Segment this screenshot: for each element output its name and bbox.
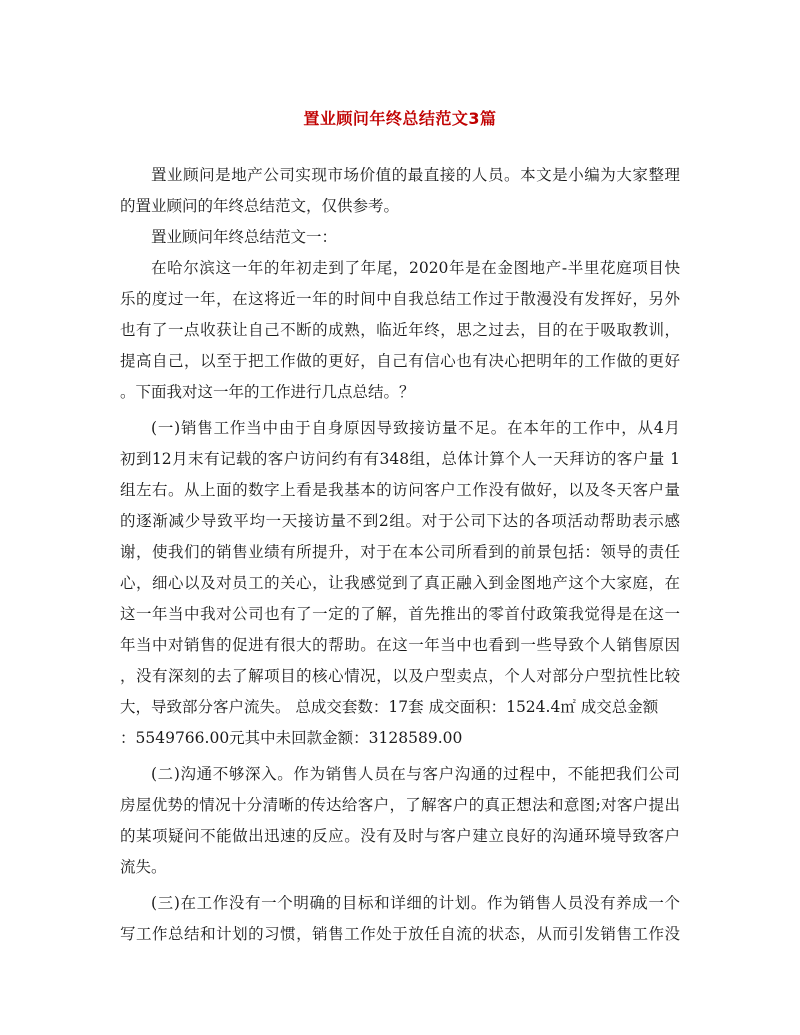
paragraph-line: 也有了一点收获让自己不断的成熟，临近年终，思之过去，目的在于吸取教训， xyxy=(120,321,680,339)
paragraph-line: 谢，使我们的销售业绩有所提升，对于在本公司所看到的前景包括：领导的责任 xyxy=(120,543,680,561)
paragraph-line: 年当中对销售的促进有很大的帮助。在这一年当中也看到一些导致个人销售原因 xyxy=(120,636,680,654)
paragraph-line: 提高自己，以至于把工作做的更好，自己有信心也有决心把明年的工作做的更好 xyxy=(120,352,680,370)
paragraph-line: 的逐渐减少导致平均一天接访量不到2组。对于公司下达的各项活动帮助表示感 xyxy=(120,512,680,530)
paragraph-line: ，没有深刻的去了解项目的核心情况，以及户型卖点，个人对部分户型抗性比较 xyxy=(120,667,680,685)
paragraph-line: 的某项疑问不能做出迅速的反应。没有及时与客户建立良好的沟通环境导致客户 xyxy=(120,827,680,845)
paragraph-line: 初到12月末有记载的客户访问约有有348组，总体计算个人一天拜访的客户量 1 xyxy=(120,450,680,468)
paragraph-line: 组左右。从上面的数字上看是我基本的访问客户工作没有做好，以及冬天客户量 xyxy=(120,481,680,499)
paragraph-line: 写工作总结和计划的习惯，销售工作处于放任自流的状态，从而引发销售工作没 xyxy=(120,925,680,943)
paragraph-line: 乐的度过一年，在这将近一年的时间中自我总结工作过于散漫没有发挥好，另外 xyxy=(120,290,680,308)
paragraph-line: (二)沟通不够深入。作为销售人员在与客户沟通的过程中，不能把我们公司 xyxy=(151,765,680,783)
paragraph-line: 大，导致部分客户流失。 总成交套数：17套 成交面积：1524.4㎡ 成交总金额 xyxy=(120,698,659,716)
paragraph-line: (一)销售工作当中由于自身原因导致接访量不足。在本年的工作中，从4月 xyxy=(151,419,680,437)
document-body xyxy=(120,160,680,950)
document-title: 置业顾问年终总结范文3篇 xyxy=(303,109,497,128)
paragraph-line: 心，细心以及对员工的关心，让我感觉到了真正融入到金图地产这个大家庭，在 xyxy=(120,574,680,592)
paragraph-line: 房屋优势的情况十分清晰的传达给客户，了解客户的真正想法和意图;对客户提出 xyxy=(120,796,680,814)
paragraph-line: 的置业顾问的年终总结范文，仅供参考。 xyxy=(120,197,400,215)
paragraph-line: 置业顾问是地产公司实现市场价值的最直接的人员。本文是小编为大家整理 xyxy=(151,166,680,184)
paragraph-line: 流失。 xyxy=(120,858,167,876)
paragraph-line: (三)在工作没有一个明确的目标和详细的计划。作为销售人员没有养成一个 xyxy=(151,894,680,912)
section-heading: 置业顾问年终总结范文一： xyxy=(151,228,338,246)
paragraph-line: 在哈尔滨这一年的年初走到了年尾，2020年是在金图地产-半里花庭项目快 xyxy=(151,259,680,277)
paragraph-line: ：5549766.00元其中未回款金额：3128589.00 xyxy=(120,729,463,747)
paragraph-line: 。下面我对这一年的工作进行几点总结。？ xyxy=(120,383,415,401)
paragraph-line: 这一年当中我对公司也有了一定的了解，首先推出的零首付政策我觉得是在这一 xyxy=(120,605,680,623)
